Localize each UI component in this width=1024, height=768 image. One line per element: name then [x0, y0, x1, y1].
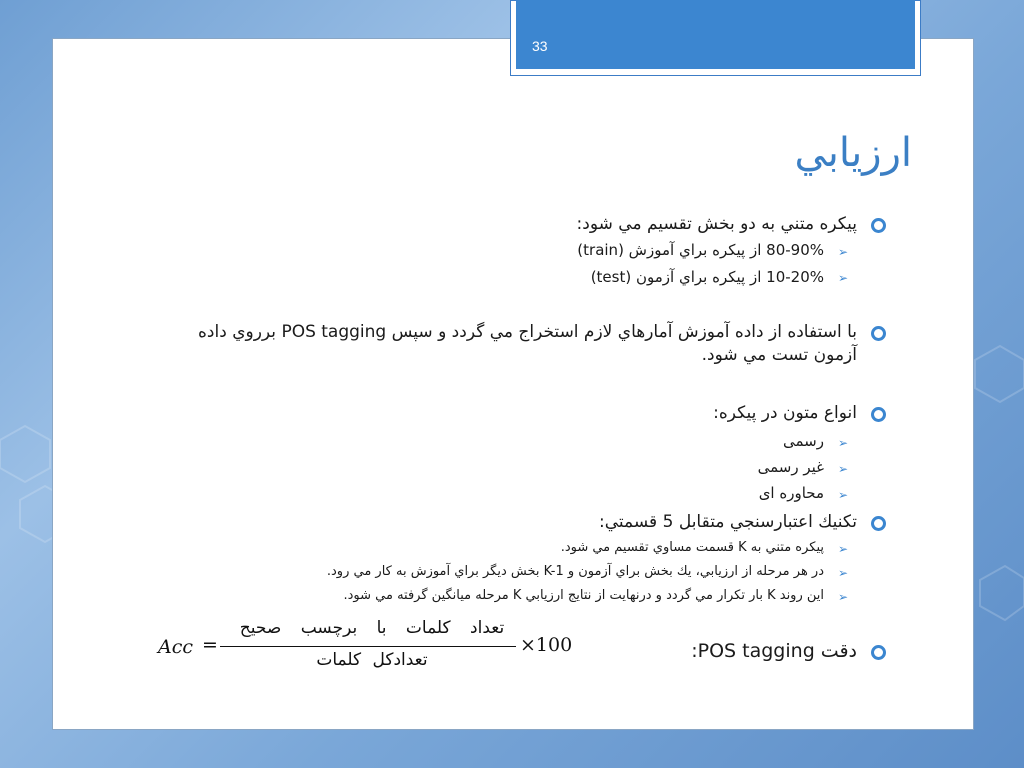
check-arrow-icon: ➢: [838, 271, 849, 285]
sub-bullet-text: اين روند K بار تكرار مي گردد و درنهايت از نتايج ارزيابي K مرحله ميانگين گرفته مي شود.: [343, 588, 824, 603]
formula-numerator: تعداد كلمات با برچسب صحيح: [239, 618, 505, 638]
sub-bullet-text: غیر رسمی: [757, 458, 824, 476]
formula-fraction-bar: [220, 646, 516, 647]
sub-bullet-text: 80-90% از پيكره براي آموزش (train): [577, 241, 824, 259]
bullet-circle-icon: [871, 326, 886, 341]
bullet-circle-icon: [871, 407, 886, 422]
formula-denominator: تعدادكل كلمات: [316, 650, 428, 670]
bullet-text: دقت POS tagging:: [691, 640, 857, 662]
sub-bullet-text: رسمی: [783, 432, 824, 450]
bullet-circle-icon: [871, 516, 886, 531]
check-arrow-icon: ➢: [838, 488, 849, 502]
check-arrow-icon: ➢: [838, 245, 849, 259]
slide-number: 33: [532, 38, 548, 54]
accuracy-formula: [158, 618, 578, 678]
sub-bullet-text: 10-20% از پيكره براي آزمون (test): [590, 268, 824, 286]
bullet-text: با استفاده از داده آموزش آمارهاي لازم استخراج مي گردد و سپس POS tagging برروي داده: [198, 322, 857, 342]
slide-title: ارزيابي: [794, 130, 912, 176]
formula-equals: =: [202, 634, 218, 656]
slide-number-box: [516, 0, 915, 69]
check-arrow-icon: ➢: [838, 462, 849, 476]
sub-bullet-text: در هر مرحله از ارزيابي، يك بخش براي آزمون و K-1 بخش ديگر براي آموزش به كار مي رود.: [326, 564, 824, 579]
check-arrow-icon: ➢: [838, 436, 849, 450]
sub-bullet-text: محاوره ای: [758, 484, 824, 502]
check-arrow-icon: ➢: [838, 590, 849, 604]
bullet-circle-icon: [871, 218, 886, 233]
formula-lhs: Acc: [158, 636, 194, 658]
formula-multiplier: ×100: [520, 634, 573, 656]
bullet-text: تكنيك اعتبارسنجي متقابل 5 قسمتي:: [599, 512, 857, 532]
bullet-text: پيكره متني به دو بخش تقسيم مي شود:: [576, 214, 857, 234]
check-arrow-icon: ➢: [838, 566, 849, 580]
bullet-circle-icon: [871, 645, 886, 660]
check-arrow-icon: ➢: [838, 542, 849, 556]
bullet-text-continuation: آزمون تست مي شود.: [701, 345, 857, 365]
sub-bullet-text: پيكره متني به K قسمت مساوي تقسيم مي شود.: [560, 540, 824, 555]
bullet-text: انواع متون در پيكره:: [713, 403, 857, 423]
